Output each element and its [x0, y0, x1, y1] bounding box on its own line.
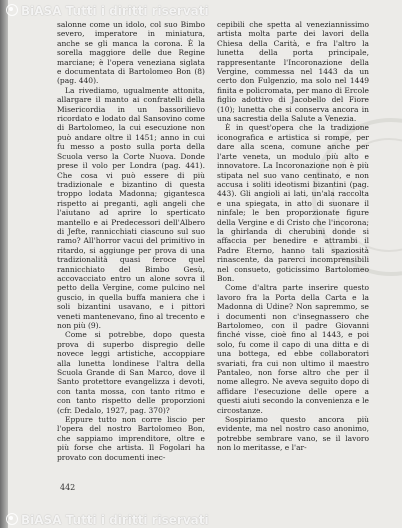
left-paragraph-4: Eppure tutto non corre liscio per l'opera del nostro Bartolomeo Bon, che sappiamo imprenditore, oltre e più forse che artista. Il Fogolari ha provato con documenti inec- [57, 415, 205, 462]
page-edge-shadow [0, 0, 8, 528]
left-text-column [57, 20, 205, 462]
left-paragraph-2: La rivediamo, ugualmente attonita, allargare il manto ai confratelli della Misericordia in un bassorilievo ricordato e lodato dal Sansovino come di Bartolomeo, la cui esecuzione non può andare oltre il 1451; anno in cui fu messo a posto sulla porta della Scuola verso la Corte Nuova. Donde prese il volo per Londra (pag. 441). Che cosa vi può essere di più tradizionale e bizantino di questa troppo lodata Madonna; gigantesca rispetto ai preganti, agli angeli che l'aiutano ad aprire lo sperticato mantello e ai Predecessori dell'Albero di Jefte, rannicchiati ciascuno sul suo ramo? All'horror vacui del primitivo in ritardo, si aggiunge per prova di una tradizionalità quasi feroce quel rannicchiato del Bimbo Gesù, accovacciato entro un alone sovra il petto della Vergine, come pulcino nel guscio, in quella buffa maniera che i soli bizantini usavano, e i pittori veneti mantenevano, fino al trecento e non più (9). [57, 85, 205, 330]
right-paragraph-4: Sospiriamo questo ancora più evidente, ma nel nostro caso anonimo, potrebbe sembrare vano, se il lavoro non lo meritasse, e l'ar- [217, 415, 369, 453]
page-number: 442 [60, 483, 76, 492]
biasa-logo-icon [6, 513, 18, 525]
watermark-bottom [6, 513, 209, 527]
watermark-top [6, 4, 209, 18]
right-paragraph-3: Come d'altra parte inserire questo lavoro fra la Porta della Carta e la Madonna di Udine? Non sapremmo, se i documenti non c'insegnassero che Bartolomeo, con il padre Giovanni finché visse, cioè fino al 1443, e poi solo, fu come il capo di una ditta e di una bottega, ed ebbe collaboratori svariati, fra cui non ultimo il maestro Pantaleo, non forse altro che per il nome allegro. Ne aveva seguito dopo di affidare l'esecuzione delle opere a questi aiuti secondo la convenienza e le circostanze. [217, 283, 369, 415]
watermark-top-text: BiASA Tutti i diritti riservati [21, 4, 209, 18]
right-paragraph-2: È in quest'opera che la tradizione iconografica e artistica si rompe, per dare alla scena, comune anche per l'arte veneta, un modulo più alto e innovatore. La Incoronazione non è più stipata nel suo vano centinato, e non accusa i soliti ideotismi bizantini (pag. 443). Gli angioli ai lati, un'ala raccolta e una spiegata, in atto di suonare il ninfale; le ben proporzionate figure della Vergine e di Cristo che l'incorona; la ghirlanda di cherubini donde si affaccia per benedire e attrambi il Padre Eterno, hanno tali spaziosità rinascente, da parerci incomprensibili nel consueto, goticissimo Bartolomeo Bon. [217, 123, 369, 283]
right-text-column [217, 20, 369, 453]
right-paragraph-1: cepibili che spetta al veneziannissimo artista molta parte dei lavori della Chiesa della Carità, e fra l'altro la lunetta della porta principale, rappresentante l'Incoronazione della Vergine, commessa nel 1443 da un certo don Fulgenzio, ma solo nel 1449 finita e policromata, per mano di Ercole figlio adottivo di Jacobello del Fiore (10); lunetta che si conserva ancora in una sacrestia della Salute a Venezia. [217, 20, 369, 124]
watermark-bottom-text: BiASA Tutti i diritti riservati [21, 513, 209, 527]
biasa-logo-icon [6, 4, 18, 16]
left-paragraph-3: Come si potrebbe, dopo questa prova di superbo dispregio delle novece leggi artistiche, accoppiare alla lunetta londinese l'altra della Scuola Grande di San Marco, dove il Santo protettore evangelizza i devoti, con tanta mossa, con tanto ritmo e con tanto rispetto delle proporzioni (cfr. Dedalo, 1927, pag. 370)? [57, 330, 205, 415]
left-paragraph-1: salonne come un idolo, col suo Bimbo severo, imperatore in miniatura, anche se gli manca la corona. È la sorella maggiore delle due Regine marciane; è l'opera veneziana siglata e documentata di Bartolomeo Bon (8) (pag. 440). [57, 20, 205, 86]
